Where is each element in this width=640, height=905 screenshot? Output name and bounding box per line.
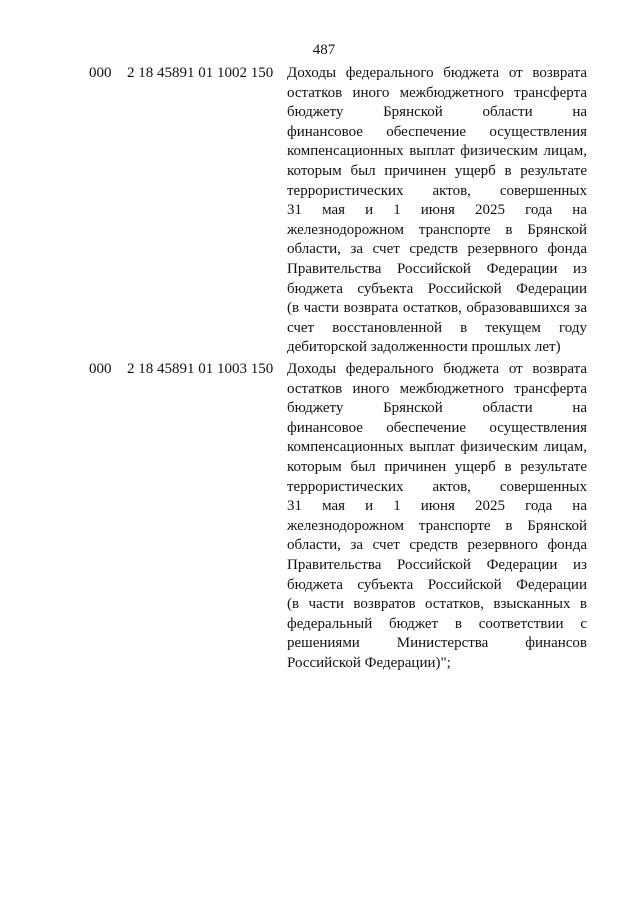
description-line: железнодорожном транспорте в Брянской: [287, 517, 587, 534]
administrator-code: 000: [89, 65, 112, 81]
description-line: (в части возврата остатков, образовавшихся за: [287, 300, 587, 317]
description-line: области, за счет средств резервного фонда: [287, 241, 587, 258]
description-line: (в части возвратов остатков, взысканных в: [287, 596, 587, 613]
page-number: 487: [312, 42, 336, 58]
description-line: 31 мая и 1 июня 2025 года на: [287, 498, 587, 515]
description-line: Российской Федерации)";: [287, 654, 451, 671]
description-line: федеральный бюджет в соответствии с: [287, 615, 587, 632]
income-description: [287, 360, 587, 674]
description-line: бюджету Брянской области на: [287, 104, 587, 121]
description-line: счет восстановленной в текущем году: [287, 319, 587, 336]
description-line: которым был причинен ущерб в результате: [287, 162, 587, 179]
description-line: финансовое обеспечение осуществления: [287, 123, 587, 140]
description-line: Правительства Российской Федерации из: [287, 556, 587, 573]
description-line: компенсационных выплат физическим лицам,: [287, 143, 587, 160]
description-line: остатков иного межбюджетного трансферта: [287, 84, 587, 101]
description-line: бюджета субъекта Российской Федерации: [287, 280, 587, 297]
description-line: остатков иного межбюджетного трансферта: [287, 380, 587, 397]
description-line: 31 мая и 1 июня 2025 года на: [287, 202, 587, 219]
description-line: финансовое обеспечение осуществления: [287, 419, 587, 436]
administrator-code: 000: [89, 361, 112, 377]
description-line: решениями Министерства финансов: [287, 635, 587, 652]
income-description: [287, 64, 587, 358]
description-line: террористических актов, совершенных: [287, 182, 587, 199]
budget-classification-code: 2 18 45891 01 1002 150: [127, 65, 274, 81]
description-line: Доходы федерального бюджета от возврата: [287, 361, 587, 377]
description-line: террористических актов, совершенных: [287, 478, 587, 495]
description-line: бюджета субъекта Российской Федерации: [287, 576, 587, 593]
description-line: дебиторской задолженности прошлых лет): [287, 339, 561, 356]
description-line: компенсационных выплат физическим лицам,: [287, 439, 587, 456]
description-line: железнодорожном транспорте в Брянской: [287, 221, 587, 238]
description-line: Доходы федерального бюджета от возврата: [287, 65, 587, 81]
budget-classification-code: 2 18 45891 01 1003 150: [127, 361, 274, 377]
description-line: Правительства Российской Федерации из: [287, 260, 587, 277]
description-line: бюджету Брянской области на: [287, 400, 587, 417]
description-line: которым был причинен ущерб в результате: [287, 458, 587, 475]
description-line: области, за счет средств резервного фонда: [287, 537, 587, 554]
